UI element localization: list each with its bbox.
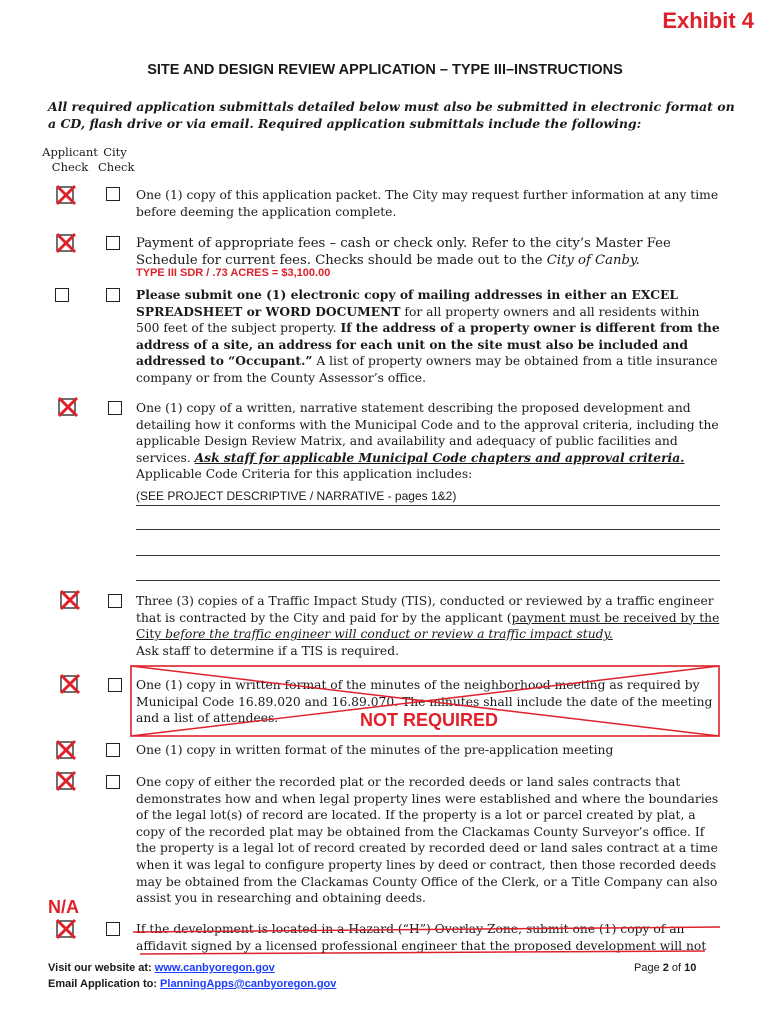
city-checkbox[interactable] [108, 678, 122, 692]
item-mailing-addresses [136, 287, 724, 387]
mailing-text-end: A list of property owners may be obtained from a title insurance company or from the County Assessor’s office. [136, 354, 718, 385]
page-title: SITE AND DESIGN REVIEW APPLICATION – TYPE III–INSTRUCTIONS [147, 62, 623, 78]
mailing-text: for all property owners and all residents within 500 feet of the subject property. [136, 304, 700, 336]
item-fees [136, 235, 724, 269]
city-checkbox[interactable] [106, 922, 120, 936]
criteria-line [136, 505, 720, 506]
city-checkbox[interactable] [106, 288, 120, 302]
page-label: Page [634, 962, 663, 974]
city-checkbox[interactable] [106, 743, 120, 757]
page-number [634, 962, 696, 974]
city-checkbox[interactable] [108, 594, 122, 608]
item-hazard-overlay: If the development is located in a Hazard (“H”) Overlay Zone, submit one (1) copy of an affidavit signed by a licensed professional engineer that the proposed development will not [136, 922, 707, 953]
fees-text: Payment of appropriate fees – cash or check only. Refer to the city’s Master Fee Schedule for current fees. Checks should be made out to the [136, 236, 671, 268]
city-check-header [98, 145, 135, 175]
red-x-mark-icon[interactable] [55, 770, 77, 792]
red-x-mark-icon[interactable] [55, 918, 77, 940]
fees-annotation: TYPE III SDR / .73 ACRES = $3,100.00 [136, 267, 331, 279]
check-label: Check [51, 160, 89, 174]
item-neighborhood-meeting: One (1) copy in written format of the minutes of the neighborhood meeting as required by Municipal Code 16.89.020 and 16.89.070. The minutes shall include the date of the meeting and a list of attendees. [136, 678, 713, 726]
tis-text: Three (3) copies of a Traffic Impact Study (TIS), conducted or reviewed by a traffic engineer that is contracted by the City and paid for by the applicant ( [136, 594, 714, 625]
footer-email [48, 978, 336, 990]
item-narrative [136, 400, 724, 483]
website-label: Visit our website at: [48, 962, 155, 974]
code-criteria-field[interactable]: (SEE PROJECT DESCRIPTIVE / NARRATIVE - pages 1&2) [136, 489, 457, 503]
red-x-mark-icon[interactable] [59, 673, 81, 695]
city-label: City [103, 145, 127, 159]
email-label: Email Application to: [48, 978, 161, 990]
exhibit-label: Exhibit 4 [662, 8, 754, 33]
criteria-line [136, 555, 720, 556]
na-label: N/A [48, 897, 79, 917]
city-checkbox[interactable] [108, 401, 122, 415]
email-link[interactable]: PlanningApps@canbyoregon.gov [160, 978, 337, 990]
narrative-criteria-label: Applicable Code Criteria for this application includes: [136, 467, 473, 482]
mailing-occupant: If the address of a property owner is different from the address of a site, an address for each unit on the site must also be included and addressed to “Occupant.” [136, 320, 720, 369]
red-x-mark-icon[interactable] [55, 184, 77, 206]
page-total: 10 [684, 962, 697, 974]
criteria-line [136, 580, 720, 581]
red-x-mark-icon[interactable] [59, 589, 81, 611]
city-checkbox[interactable] [106, 187, 120, 201]
item-application-packet: One (1) copy of this application packet. The City may request further information at any time before deeming the application complete. [136, 188, 719, 219]
city-checkbox[interactable] [106, 236, 120, 250]
item-traffic-impact-study [136, 593, 724, 659]
applicant-label: Applicant [42, 145, 98, 159]
red-x-mark-icon[interactable] [57, 396, 79, 418]
item-preapplication-minutes: One (1) copy in written format of the minutes of the pre-application meeting [136, 743, 614, 757]
tis-payment: payment must be received by the City [136, 610, 720, 642]
check-label: Check [98, 160, 135, 174]
footer-website [48, 962, 275, 974]
strikethrough-lines [130, 924, 730, 960]
website-link[interactable]: www.canbyoregon.gov [154, 962, 275, 974]
fees-city: City of Canby. [546, 253, 640, 268]
page-current: 2 [662, 962, 669, 974]
city-checkbox[interactable] [106, 775, 120, 789]
tis-ask-staff: Ask staff to determine if a TIS is required. [136, 643, 399, 658]
narrative-ask-staff: Ask staff for applicable Municipal Code chapters and approval criteria. [194, 449, 685, 465]
applicant-check-header [42, 145, 98, 175]
tis-before: before the traffic engineer will conduct or review a traffic impact study. [165, 627, 613, 642]
narrative-text: One (1) copy of a written, narrative statement describing the proposed development and detailing how it conforms with the Municipal Code and to the approval criteria, including the applicable Design Review Matrix, and availability and adequacy of public facilities and services. [136, 401, 719, 465]
red-x-mark-icon[interactable] [55, 739, 77, 761]
item-recorded-plat: One copy of either the recorded plat or the recorded deeds or land sales contracts that demonstrates how and when legal property lines were established and where the boundaries of the legal lot(s) of record are located. If the property is a lot or parcel created by plat, a copy of the recorded plat may be obtained from the Clackamas County Surveyor’s office. If the property is a legal lot of record created by recorded deed or land sales contract at a time when it was legal to configure property lines by deed or contract, then those recorded deeds may be obtained from the Clackamas County Office of the Clerk, or a Title Company can also assist you in researching and obtaining deeds. [136, 775, 719, 906]
page-of: of [668, 962, 685, 974]
applicant-checkbox[interactable] [55, 288, 69, 302]
not-required-label: NOT REQUIRED [360, 710, 499, 730]
red-x-mark-icon[interactable] [55, 232, 77, 254]
criteria-line [136, 529, 720, 530]
mailing-bold: Please submit one (1) electronic copy of mailing addresses in either an EXCEL SPREADSHEET or WORD DOCUMENT [136, 287, 679, 319]
intro-text: All required application submittals detailed below must also be submitted in electronic format on a CD, flash drive or via email. Required application submittals include the following: [48, 99, 735, 131]
